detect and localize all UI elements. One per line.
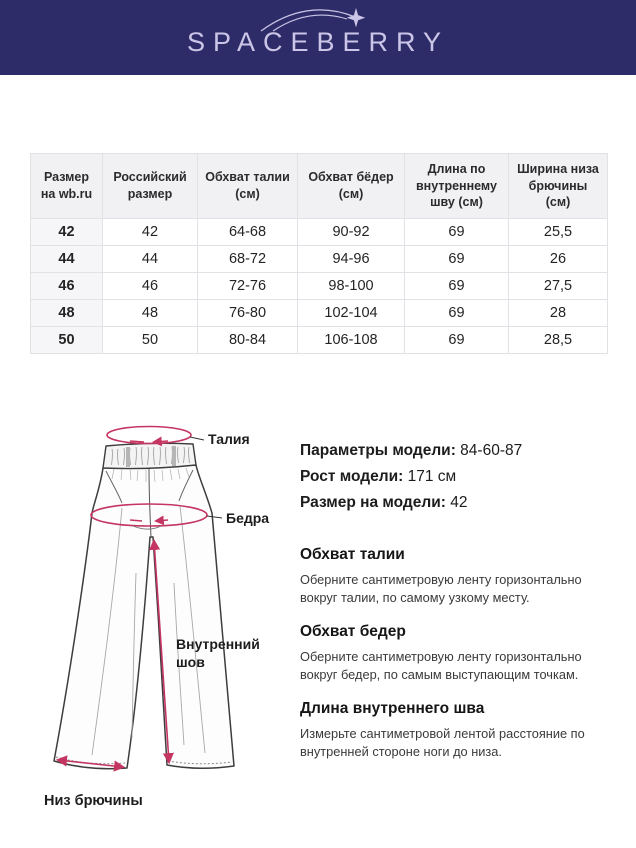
model-size-line	[300, 490, 615, 516]
brand-logo-text: SPACEBERRY	[186, 27, 450, 57]
model-height-label: Рост модели:	[300, 468, 404, 485]
section-inseam-text: Измерьте сантиметровой лентой расстояние по внутренней стороне ноги до низа.	[300, 726, 585, 759]
section-waist-title: Обхват талии	[300, 546, 405, 563]
brand-header	[0, 0, 636, 75]
cell-inseam: 69	[405, 273, 509, 300]
col-header-ru-size: Российский размер	[103, 154, 198, 219]
cell-wb-size: 42	[31, 219, 103, 246]
cell-leg-opening: 27,5	[509, 273, 608, 300]
belt-loop-left	[126, 447, 130, 467]
table-row	[31, 246, 608, 273]
pants-outline	[54, 465, 234, 769]
section-inseam	[300, 700, 615, 761]
table-row	[31, 273, 608, 300]
table-row	[31, 219, 608, 246]
model-size-value: 42	[450, 494, 468, 511]
belt-loop-right	[172, 446, 176, 466]
model-size-label: Размер на модели:	[300, 494, 446, 511]
cell-leg-opening: 26	[509, 246, 608, 273]
section-inseam-title: Длина внутреннего шва	[300, 700, 485, 717]
table-row	[31, 327, 608, 354]
cell-wb-size: 44	[31, 246, 103, 273]
cell-waist: 68-72	[198, 246, 298, 273]
waistband	[103, 443, 196, 468]
cell-hips: 102-104	[298, 300, 405, 327]
cell-ru-size: 50	[103, 327, 198, 354]
waist-label-line	[190, 437, 204, 440]
cell-ru-size: 48	[103, 300, 198, 327]
cell-waist: 72-76	[198, 273, 298, 300]
size-table-header	[31, 154, 608, 219]
section-waist-text: Оберните сантиметровую ленту горизонтально вокруг талии, по самому узкому месту.	[300, 572, 582, 605]
model-height-line	[300, 464, 615, 490]
page-content	[0, 75, 636, 848]
waist-arrows	[130, 441, 168, 442]
section-hips	[300, 623, 615, 684]
cell-ru-size: 42	[103, 219, 198, 246]
cell-leg-opening: 25,5	[509, 219, 608, 246]
brand-logo	[187, 17, 449, 58]
cell-waist: 80-84	[198, 327, 298, 354]
table-row	[31, 300, 608, 327]
col-header-leg-opening: Ширина низа брючины (см)	[509, 154, 608, 219]
section-hips-title: Обхват бедер	[300, 623, 406, 640]
size-table	[30, 153, 608, 354]
inseam-label-line2: шов	[176, 654, 205, 670]
cell-leg-opening: 28,5	[509, 327, 608, 354]
model-height-value: 171 см	[407, 468, 457, 485]
section-waist	[300, 546, 615, 607]
cell-inseam: 69	[405, 219, 509, 246]
col-header-hips: Обхват бёдер (см)	[298, 154, 405, 219]
cell-ru-size: 46	[103, 273, 198, 300]
model-parameters-line	[300, 438, 615, 464]
model-parameters-value: 84-60-87	[460, 442, 523, 459]
cell-hips: 106-108	[298, 327, 405, 354]
cell-wb-size: 50	[31, 327, 103, 354]
cell-waist: 76-80	[198, 300, 298, 327]
cell-inseam: 69	[405, 327, 509, 354]
pants-measurement-diagram	[18, 413, 290, 817]
cell-leg-opening: 28	[509, 300, 608, 327]
col-header-waist: Обхват талии (см)	[198, 154, 298, 219]
measurement-info-column	[300, 438, 615, 777]
cell-hips: 90-92	[298, 219, 405, 246]
cell-ru-size: 44	[103, 246, 198, 273]
cell-hips: 98-100	[298, 273, 405, 300]
shooting-star-icon	[257, 1, 377, 37]
waist-measure-ellipse	[107, 427, 191, 444]
section-hips-text: Оберните сантиметровую ленту горизонтально вокруг бедер, по самым выступающим точкам.	[300, 649, 582, 682]
col-header-inseam-length: Длина по внутреннему шву (см)	[405, 154, 509, 219]
cell-waist: 64-68	[198, 219, 298, 246]
col-header-wb-size: Размер на wb.ru	[31, 154, 103, 219]
cell-inseam: 69	[405, 300, 509, 327]
cell-inseam: 69	[405, 246, 509, 273]
model-parameters-label: Параметры модели:	[300, 442, 456, 459]
cell-wb-size: 48	[31, 300, 103, 327]
cell-wb-size: 46	[31, 273, 103, 300]
waist-label: Талия	[208, 431, 250, 447]
cell-hips: 94-96	[298, 246, 405, 273]
hem-label: Низ брючины	[44, 793, 143, 809]
hips-label: Бедра	[226, 510, 270, 526]
inseam-label-line1: Внутренний	[176, 636, 260, 652]
